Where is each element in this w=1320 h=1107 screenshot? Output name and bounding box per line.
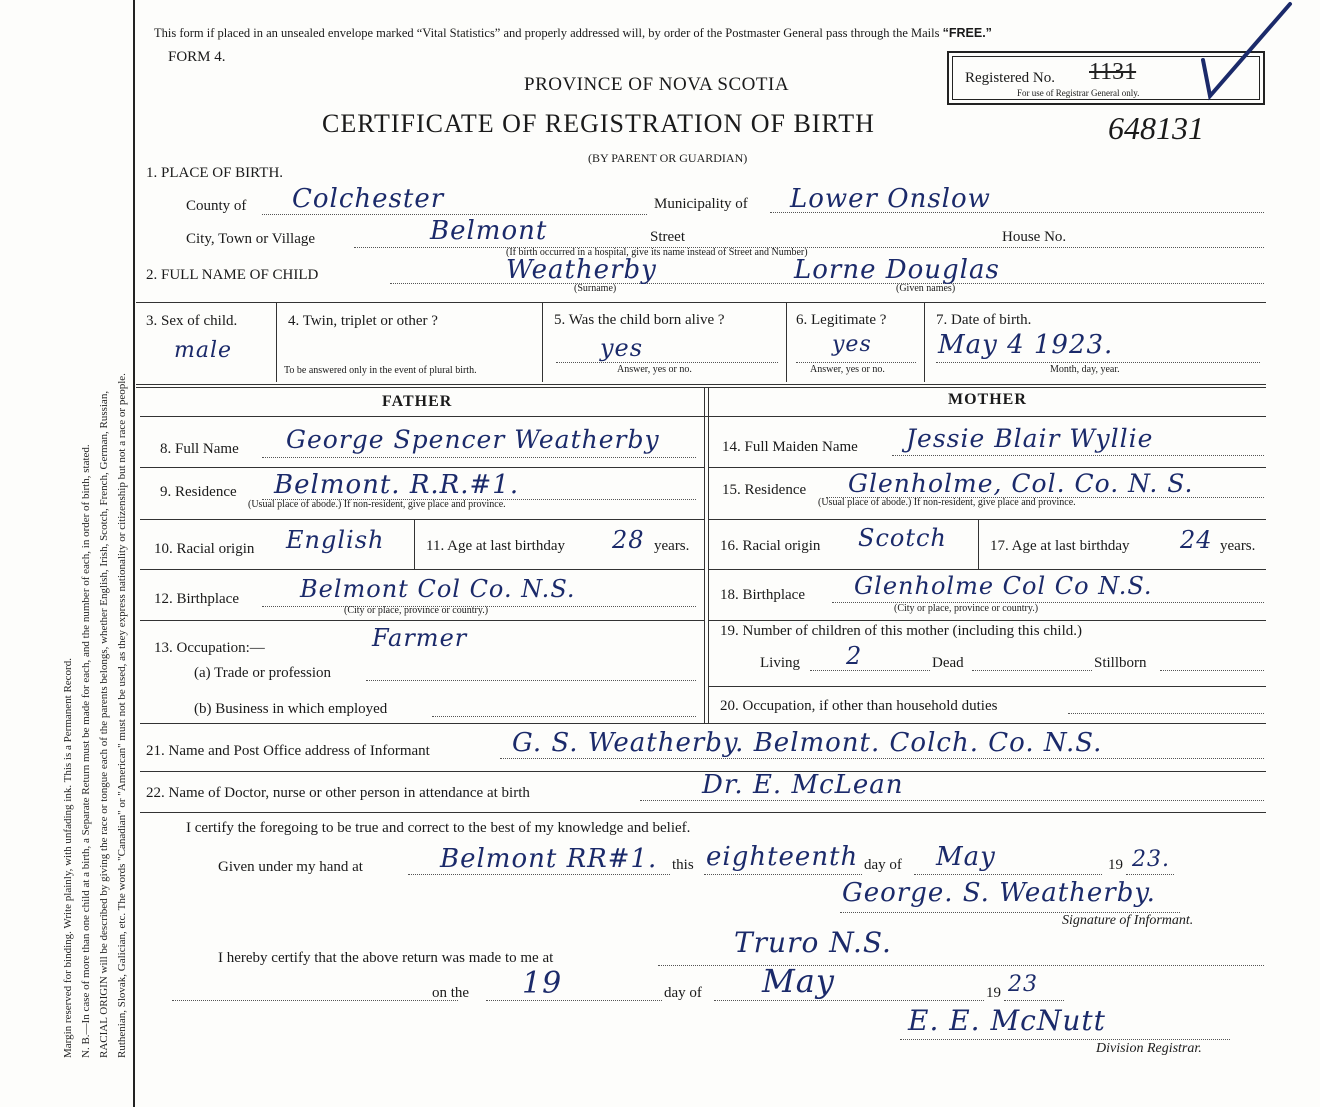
margin-note-racial-origin: RACIAL ORIGIN will be described by giving the race or tongue each of the parents belongs, whether English, Irish, Scotch, French, German, Russian,	[98, 390, 110, 1058]
father-birthplace-note: (City or place, province or country.)	[344, 605, 489, 616]
municipality-label: Municipality of	[654, 196, 748, 212]
certification-year-prefix: 19	[1108, 857, 1123, 873]
mother-racial-label: 16. Racial origin	[720, 538, 821, 554]
legitimate-value: yes	[832, 332, 872, 357]
father-racial-value: English	[286, 526, 385, 554]
legitimate-label: 6. Legitimate ?	[796, 312, 887, 328]
child-name-label: 2. FULL NAME OF CHILD	[146, 267, 319, 283]
given-under-hand-label: Given under my hand at	[218, 859, 363, 875]
city-value: Belmont	[430, 216, 548, 246]
registrar-day-label: day of	[664, 985, 702, 1001]
mother-living-value: 2	[846, 642, 863, 670]
father-age-value: 28	[612, 526, 645, 554]
mother-residence-value: Glenholme, Col. Co. N. S.	[848, 469, 1194, 498]
registrar-statement: I hereby certify that the above return was made to me at	[218, 950, 554, 966]
county-value: Colchester	[292, 184, 445, 214]
mother-children-label: 19. Number of children of this mother (including this child.)	[720, 623, 1083, 639]
mail-free-label: “FREE.”	[942, 26, 992, 40]
certification-day-label: day of	[864, 857, 902, 873]
stamped-number: 648131	[1108, 110, 1204, 146]
mother-birthplace-value: Glenholme Col Co N.S.	[854, 572, 1153, 600]
mother-name-label: 14. Full Maiden Name	[722, 439, 858, 455]
mail-notice-text: This form if placed in an unsealed envelope marked “Vital Statistics” and properly addressed will, by order of the Postmaster General pass through the Mails	[154, 26, 940, 40]
place-of-birth-heading: 1. PLACE OF BIRTH.	[146, 165, 284, 181]
registrar-year-prefix: 19	[986, 985, 1001, 1001]
informant-label: 21. Name and Post Office address of Informant	[146, 743, 430, 759]
mother-racial-value: Scotch	[858, 524, 947, 552]
informant-signature: George. S. Weatherby.	[842, 878, 1156, 908]
given-place-value: Belmont RR#1.	[440, 844, 658, 874]
registrar-month-value: May	[762, 962, 835, 1000]
twin-label: 4. Twin, triplet or other ?	[288, 313, 438, 329]
informant-value: G. S. Weatherby. Belmont. Colch. Co. N.S.	[512, 728, 1103, 758]
registrar-signature: E. E. McNutt	[908, 1004, 1106, 1037]
street-label: Street	[650, 229, 685, 245]
father-residence-note: (Usual place of abode.) If non-resident, give place and province.	[248, 499, 506, 510]
date-of-birth-note: Month, day, year.	[1050, 364, 1120, 375]
registered-number: 1131	[1089, 59, 1137, 85]
born-alive-note: Answer, yes or no.	[617, 364, 692, 375]
registrar-year-value: 23	[1008, 972, 1038, 997]
sex-value: male	[174, 338, 233, 363]
legitimate-note: Answer, yes or no.	[810, 364, 885, 375]
hospital-note: (If birth occurred in a hospital, give its name instead of Street and Number)	[506, 247, 808, 258]
child-given-value: Lorne Douglas	[794, 255, 1000, 285]
mother-birthplace-note: (City or place, province or country.)	[894, 603, 1039, 614]
house-number-label: House No.	[1002, 229, 1067, 245]
margin-note-binding: Margin reserved for binding. Write plainly, with unfading ink. This is a Permanent Record.	[62, 658, 74, 1058]
mother-dead-label: Dead	[932, 655, 964, 671]
registrar-place-value: Truro N.S.	[734, 926, 892, 959]
registrar-on-label: on the	[432, 985, 470, 1001]
father-racial-label: 10. Racial origin	[154, 541, 255, 557]
binding-margin-line	[133, 0, 135, 1107]
margin-note-racial-origin-cont: Ruthenian, Slovak, Galician, etc. The words "Canadian" or "American" must not be used, as they express nationality or citizenship but not a race or people.	[116, 373, 128, 1058]
born-alive-label: 5. Was the child born alive ?	[554, 312, 725, 328]
date-of-birth-label: 7. Date of birth.	[936, 312, 1032, 328]
certification-year-value: 23.	[1132, 847, 1170, 872]
margin-note-plural-birth: N. B.—In case of more than one child at a birth, a Separate Return must be made for each, and the number of each, in order of birth, stated.	[80, 444, 92, 1058]
father-age-label: 11. Age at last birthday	[426, 538, 565, 554]
certificate-title: CERTIFICATE OF REGISTRATION OF BIRTH	[322, 109, 875, 138]
doctor-value: Dr. E. McLean	[702, 770, 904, 800]
given-names-caption: (Given names)	[896, 283, 956, 294]
mother-residence-note: (Usual place of abode.) If non-resident, give place and province.	[818, 497, 1076, 508]
mother-heading: MOTHER	[948, 391, 1027, 408]
doctor-label: 22. Name of Doctor, nurse or other person in attendance at birth	[146, 785, 530, 801]
father-occupation-value: Farmer	[372, 624, 468, 652]
this-label: this	[672, 857, 694, 873]
registrar-caption: Division Registrar.	[1096, 1041, 1202, 1056]
mother-age-unit: years.	[1220, 538, 1256, 554]
born-alive-value: yes	[600, 334, 644, 362]
form-number: FORM 4.	[168, 49, 226, 65]
father-residence-value: Belmont. R.R.#1.	[274, 470, 520, 500]
sex-label: 3. Sex of child.	[146, 313, 238, 329]
father-occupation-label: 13. Occupation:—	[154, 640, 265, 656]
mother-name-value: Jessie Blair Wyllie	[906, 424, 1154, 453]
father-birthplace-label: 12. Birthplace	[154, 591, 239, 607]
child-surname-value: Weatherby	[506, 255, 657, 285]
father-age-unit: years.	[654, 538, 690, 554]
certification-month-value: May	[936, 842, 996, 872]
mother-living-label: Living	[760, 655, 800, 671]
father-birthplace-value: Belmont Col Co. N.S.	[300, 575, 576, 603]
surname-caption: (Surname)	[574, 283, 617, 294]
municipality-value: Lower Onslow	[790, 184, 991, 214]
registrar-note: For use of Registrar General only.	[1017, 88, 1140, 98]
father-name-label: 8. Full Name	[160, 441, 239, 457]
mail-notice	[154, 26, 992, 41]
mother-stillborn-label: Stillborn	[1094, 655, 1147, 671]
mother-age-value: 24	[1180, 526, 1213, 554]
mother-birthplace-label: 18. Birthplace	[720, 587, 805, 603]
father-name-value: George Spencer Weatherby	[286, 425, 660, 454]
father-business-label: (b) Business in which employed	[194, 701, 388, 717]
city-label: City, Town or Village	[186, 231, 316, 247]
father-heading: FATHER	[382, 393, 453, 410]
certification-day-value: eighteenth	[706, 842, 859, 872]
checkmark-icon	[1195, 0, 1295, 104]
certification-statement: I certify the foregoing to be true and correct to the best of my knowledge and belief.	[186, 820, 691, 836]
certificate-subtitle: (BY PARENT OR GUARDIAN)	[588, 151, 748, 165]
registrar-day-value: 19	[522, 966, 563, 1001]
father-trade-label: (a) Trade or profession	[194, 665, 332, 681]
province-title: PROVINCE OF NOVA SCOTIA	[524, 74, 790, 95]
father-residence-label: 9. Residence	[160, 484, 237, 500]
mother-occupation-label: 20. Occupation, if other than household duties	[720, 698, 998, 714]
date-of-birth-value: May 4 1923.	[938, 330, 1114, 360]
informant-signature-caption: Signature of Informant.	[1062, 913, 1194, 928]
mother-residence-label: 15. Residence	[722, 482, 807, 498]
twin-note: To be answered only in the event of plural birth.	[284, 365, 477, 376]
mother-age-label: 17. Age at last birthday	[990, 538, 1130, 554]
registered-label: Registered No.	[965, 70, 1055, 86]
county-label: County of	[186, 198, 247, 214]
